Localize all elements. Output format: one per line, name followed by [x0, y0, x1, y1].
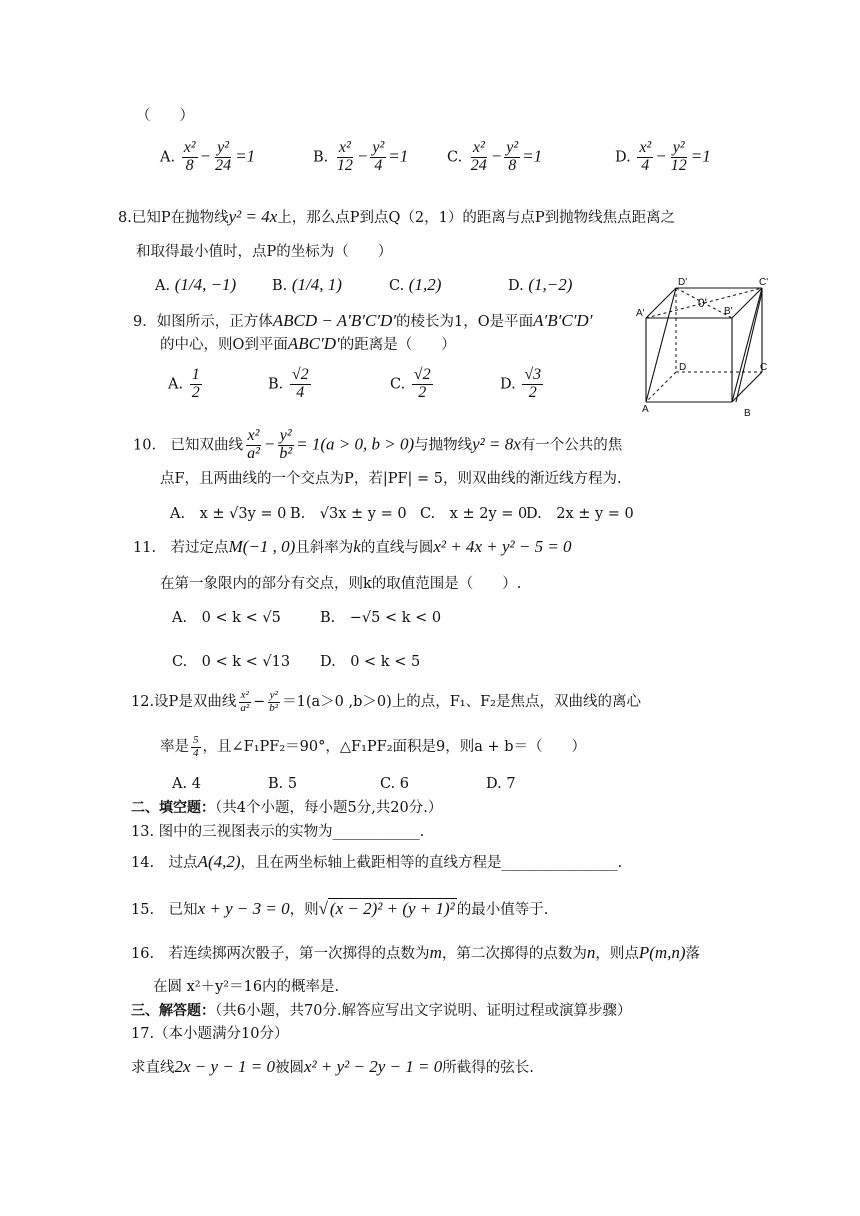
q9-text: 的棱长为1，O是平面 [396, 314, 534, 330]
label-o1: 0' [698, 296, 707, 310]
q9-text: 9．如图所示，正方体 [133, 314, 273, 330]
option-label: D. [500, 376, 516, 393]
q12-line1: 12.设P是双曲线 $\frac{\text{x²}}{\text{a²}}$ − $\frac{\text{y²}}{\text{b²}}$ ＝1(a＞0 ,b＞0)上的点，F₁、F₂是焦点，双曲线的离心 [131, 689, 641, 714]
q15-text: ，则 [289, 902, 319, 918]
q10-option-a: A. x ± √3y = 0 [170, 506, 287, 522]
q8-option-a [155, 275, 236, 295]
option-label: D. [615, 149, 631, 166]
q9-option-a [168, 367, 204, 402]
q8-text: 8.已知P在抛物线 [118, 210, 229, 226]
section-title: 三、解答题： [131, 1003, 215, 1019]
option-label: B. [272, 278, 288, 294]
fraction: $\frac{\text{y²}}{\text{b²}}$ [279, 427, 293, 462]
option-value: (1,2) [408, 275, 442, 294]
q9-cube: ABCD − A′B′C′D′ [272, 311, 397, 330]
q12-text: ＝1(a＞0 ,b＞0)上的点，F₁、F₂是焦点，双曲线的离心 [282, 694, 641, 711]
cube-figure [636, 276, 776, 421]
q14-point: A(4,2) [197, 852, 241, 871]
q10-option-b: B. √3x ± y = 0 [290, 506, 407, 522]
q14-text: ，且在两坐标轴上截距相等的直线方程是________________. [240, 855, 623, 871]
q15-text: 15. 已知 [131, 902, 198, 918]
option-label: A. [155, 278, 171, 294]
option-label: A. [160, 149, 176, 166]
fraction: $\frac{\text{x²}}{4}$ [639, 139, 652, 174]
q9-option-b [268, 367, 313, 402]
q7-option-c: C. $\frac{\text{x²}}{24}$ − $\frac{\text{y²}}{8}$ =1 [447, 139, 543, 174]
option-label: B. [313, 149, 329, 166]
fraction: $\frac{√2}{2}$ [413, 366, 431, 401]
q12-text: 12.设P是双曲线 [131, 694, 237, 711]
fraction: $\frac{\text{x²}}{\text{a²}}$ [247, 427, 260, 462]
q11-line2: 在第一象限内的部分有交点，则k的取值范围是（ ）. [160, 576, 522, 592]
fraction: $\frac{\text{x²}}{24}$ [470, 139, 487, 174]
q12-text: ，且∠F₁PF₂＝90°，△F₁PF₂面积是9，则a + b＝（ ） [202, 739, 587, 756]
option-value: (1/4, 1) [291, 275, 342, 294]
q11-text: 的直线与圆 [360, 540, 434, 556]
option-value: (1/4, −1) [174, 275, 237, 294]
q7-option-b: B. $\frac{\text{x²}}{12}$ − $\frac{\text{y²}}{4}$ =1 [313, 139, 409, 174]
q11-point: M(−1 , 0) [228, 537, 296, 556]
q12-line2 [160, 735, 586, 759]
q9-line1 [133, 310, 592, 332]
q16-n: n [586, 943, 596, 962]
q11-line1 [133, 536, 572, 558]
fraction: $\frac{\text{y²}}{24}$ [215, 139, 232, 174]
q16-point: P(m,n) [638, 943, 686, 962]
q10-line1: 10. 已知双曲线 $\frac{\text{x²}}{\text{a²}}$ − $\frac{\text{y²}}{\text{b²}}$ = 1(a > 0, b > 0)与抛物线y² = 8x有一个公共的焦 [133, 427, 623, 462]
q9-line2 [160, 333, 456, 355]
section-solve [131, 1002, 632, 1021]
q11-option-a: A. 0 < k < √5 [172, 610, 281, 626]
option-label: A. [168, 376, 184, 393]
q8-equation: y² = 4x [228, 207, 278, 226]
label-a: A [642, 404, 649, 415]
q16-line2: 在圆 x²＋y²＝16内的概率是. [153, 979, 340, 995]
q12-option-a: A. 4 [172, 776, 201, 792]
label-a1: A' [636, 308, 645, 319]
q9-plane2: ABC′D′ [287, 334, 340, 353]
q17-body [131, 1056, 534, 1078]
q16-text: 落 [685, 946, 701, 962]
option-label: C. [447, 149, 463, 166]
q8-line1 [118, 206, 675, 228]
label-d: D [679, 362, 687, 373]
q11-text: 且斜率为 [295, 540, 354, 556]
option-label: B. [268, 376, 284, 393]
q10-line2: 点F，且两曲线的一个交点为P，若|PF| = 5，则双曲线的渐近线方程为. [160, 471, 622, 487]
q14 [131, 851, 622, 873]
q7-paren: （ ） [136, 108, 194, 124]
section-desc: （共6小题，共70分.解答应写出文字说明、证明过程或演算步骤） [215, 1003, 632, 1019]
label-b: B [744, 408, 751, 419]
fraction: $\frac{√2}{4}$ [291, 366, 309, 401]
q15-text: 的最小值等于. [456, 902, 549, 918]
q12-option-c: C. 6 [380, 776, 410, 792]
q17-text: 被圆 [275, 1060, 305, 1076]
q7-option-a: A. $\frac{\text{x²}}{8}$ − $\frac{\text{y²}}{24}$ =1 [160, 139, 256, 174]
q15: 15. 已知x + y − 3 = 0，则√ (x − 2)² + (y + 1)² 的最小值等于. [131, 899, 549, 918]
q16-text: ，第二次掷得的点数为 [441, 946, 587, 962]
fraction: $\frac{\text{y²}}{8}$ [506, 139, 519, 174]
q14-text: 14. 过点 [131, 855, 198, 871]
q8-text: 上，那么点P到点Q（2，1）的距离与点P到抛物线焦点距离之 [277, 210, 676, 226]
q16-text: ，则点 [595, 946, 639, 962]
fraction: $\frac{\text{y²}}{4}$ [372, 139, 385, 174]
q11-text: 11. 若过定点 [133, 540, 229, 556]
q16-m: m [429, 943, 442, 962]
q10-text: 10. 已知双曲线 [133, 437, 244, 454]
fraction: $\frac{\text{y²}}{12}$ [670, 139, 687, 174]
option-label: C. [390, 376, 406, 393]
q17-circle: x² + y² − 2y − 1 = 0 [304, 1057, 443, 1076]
label-d1: D' [678, 277, 688, 288]
q9-option-d [500, 367, 545, 402]
fraction: $\frac{1}{2}$ [191, 366, 200, 401]
section-desc: （共4个小题，每小题5分,共20分.） [215, 800, 443, 816]
q7-option-d: D. $\frac{\text{x²}}{4}$ − $\frac{\text{y²}}{12}$ =1 [615, 139, 711, 174]
label-c1: C' [759, 277, 769, 288]
fraction: $\frac{\text{y²}}{\text{b²}}$ [269, 689, 279, 714]
section-fill-in [131, 799, 442, 818]
option-value: (1,−2) [528, 275, 573, 294]
q11-option-c: C. 0 < k < √13 [172, 654, 291, 670]
q11-k: k [353, 537, 361, 556]
q12-text: 率是 [160, 739, 189, 756]
q15-equation: x + y − 3 = 0 [197, 899, 290, 918]
fraction: $\frac{√3}{2}$ [524, 366, 542, 401]
option-label: C. [389, 278, 405, 294]
q12-option-d: D. 7 [486, 776, 516, 792]
q17-title: 17.（本小题满分10分） [131, 1026, 289, 1042]
q9-text: 的中心，则O到平面 [160, 337, 288, 353]
label-c: C [760, 362, 768, 373]
q8-option-d [508, 275, 572, 295]
q10-option-d: D. 2x ± y = 0 [526, 506, 634, 522]
q10-parabola: y² = 8x [472, 434, 521, 454]
q9-plane: A′B′C′D′ [533, 311, 593, 330]
q17-text: 所截得的弦长. [442, 1060, 534, 1076]
q8-option-b [272, 275, 342, 295]
section-title: 二、填空题： [131, 800, 215, 816]
q9-option-c [390, 367, 435, 402]
q16-line1 [131, 942, 700, 964]
fraction: $\frac{\text{x²}}{8}$ [183, 139, 196, 174]
q8-option-c [389, 275, 441, 295]
q11-option-d: D. 0 < k < 5 [320, 654, 421, 670]
q16-text: 16. 若连续掷两次骰子，第一次掷得的点数为 [131, 946, 430, 962]
q13: 13. 图中的三视图表示的实物为____________. [131, 824, 425, 840]
q15-expression: (x − 2)² + (y + 1)² [329, 899, 455, 918]
fraction: $\frac{5}{4}$ [193, 734, 199, 759]
q17-text: 求直线 [131, 1060, 175, 1076]
fraction: $\frac{\text{x²}}{12}$ [336, 139, 353, 174]
q10-text: 与抛物线 [414, 437, 473, 454]
option-label: D. [508, 278, 524, 294]
q17-line: 2x − y − 1 = 0 [174, 1057, 276, 1076]
label-b1: B' [724, 306, 733, 317]
fraction: $\frac{\text{x²}}{\text{a²}}$ [240, 689, 250, 714]
q11-option-b: B. −√5 < k < 0 [320, 610, 442, 626]
q10-text: 有一个公共的焦 [520, 437, 623, 454]
q9-text: 的距离是（ ） [339, 337, 456, 353]
q8-line2: 和取得最小值时，点P的坐标为（ ） [136, 244, 393, 260]
q11-circle: x² + 4x + y² − 5 = 0 [433, 537, 572, 556]
q10-option-c: C. x ± 2y = 0 [420, 506, 528, 522]
q12-option-b: B. 5 [268, 776, 298, 792]
